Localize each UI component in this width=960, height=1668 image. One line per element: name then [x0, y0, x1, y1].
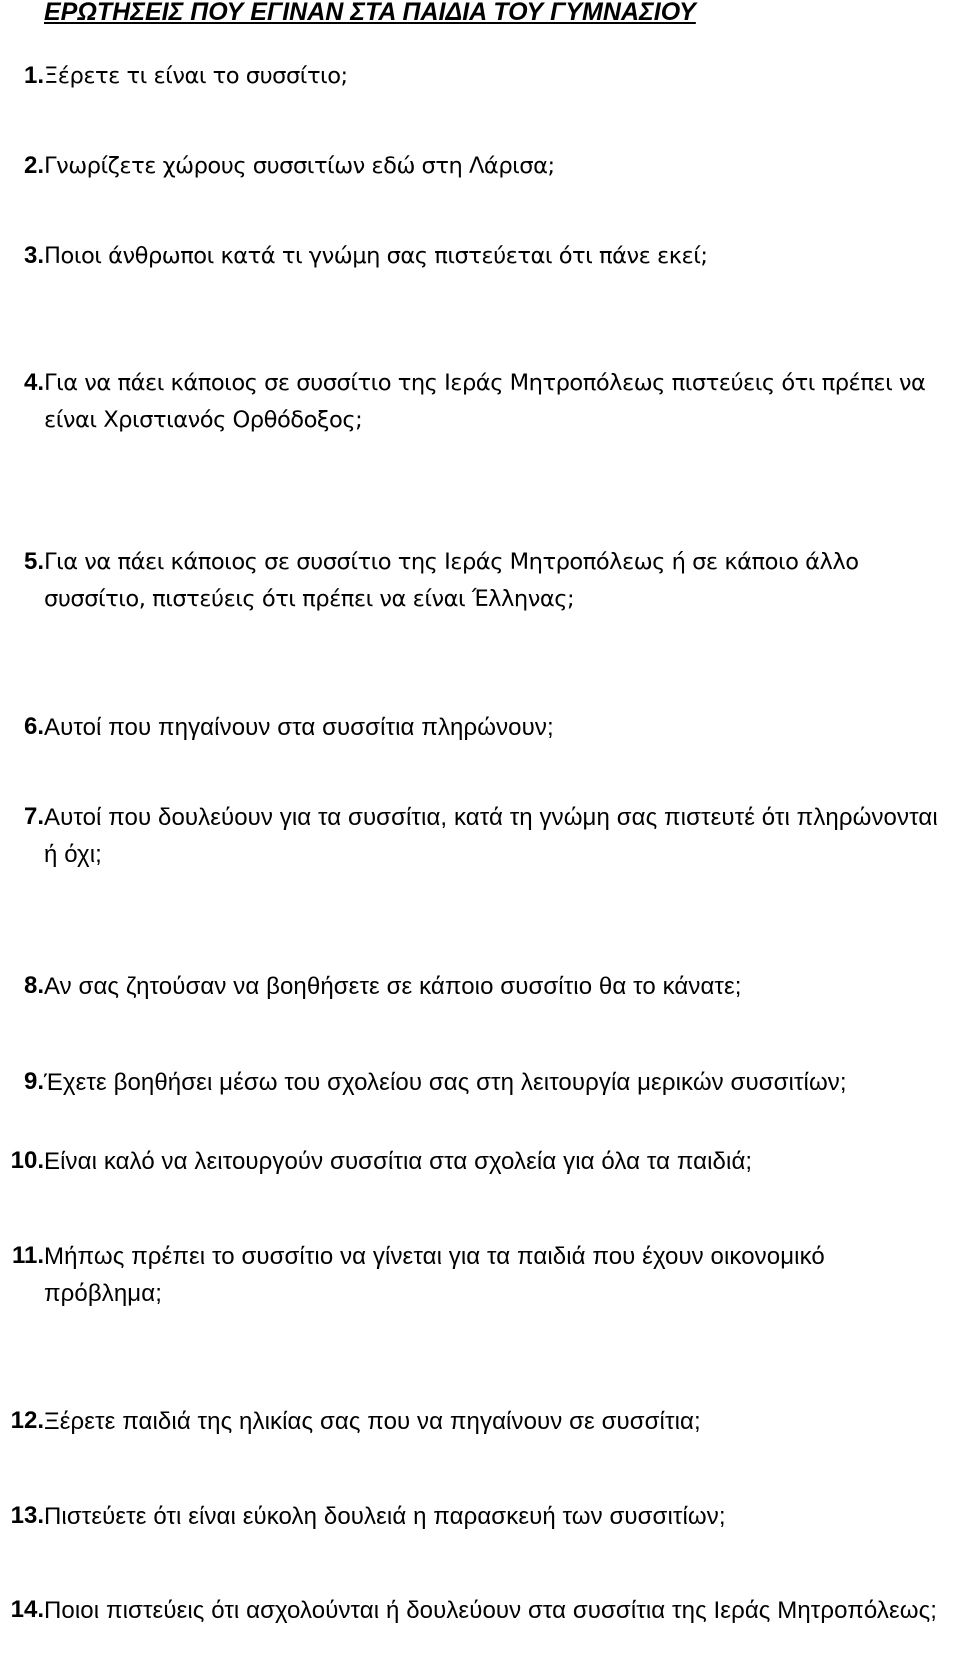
question-number: 14. — [10, 1596, 44, 1623]
question-text: Για να πάει κάποιος σε συσσίτιο της Ιεράς Μητροπόλεως ή σε κάποιο άλλο συσσίτιο, πιστεύεις ότι πρέπει να είναι Έλληνας; — [44, 549, 859, 612]
question-number: 10. — [10, 1147, 44, 1174]
document-title: ΕΡΩΤΗΣΕΙΣ ΠΟΥ ΕΓΙΝΑΝ ΣΤΑ ΠΑΙΔΙΑ ΤΟΥ ΓΥΜΝΑΣΙΟΥ — [44, 0, 696, 26]
question-text: Αυτοί που δουλεύουν για τα συσσίτια, κατά τη γνώμη σας πιστευτέ ότι πληρώνονται ή όχι; — [44, 804, 938, 868]
question-text: Ποιοι άνθρωποι κατά τι γνώμη σας πιστεύεται ότι πάνε εκεί; — [44, 243, 708, 269]
question-number: 1. — [23, 62, 44, 89]
question-number: 9. — [23, 1068, 44, 1095]
question-text: Ξέρετε παιδιά της ηλικίας σας που να πηγαίνουν σε συσσίτια; — [44, 1408, 701, 1435]
question-number: 5. — [23, 548, 44, 575]
question-text: Έχετε βοηθήσει μέσω του σχολείου σας στη λειτουργία μερικών συσσιτίων; — [44, 1069, 847, 1096]
question-number: 13. — [10, 1502, 44, 1529]
question-number: 11. — [11, 1242, 44, 1269]
question-text: Είναι καλό να λειτουργούν συσσίτια στα σχολεία για όλα τα παιδιά; — [44, 1148, 753, 1175]
question-number: 8. — [23, 972, 44, 999]
question-number: 4. — [23, 369, 44, 396]
question-text: Γνωρίζετε χώρους συσσιτίων εδώ στη Λάρισα; — [44, 153, 555, 179]
question-text: Αυτοί που πηγαίνουν στα συσσίτια πληρώνουν; — [44, 714, 554, 741]
question-number: 3. — [23, 242, 44, 269]
question-text: Πιστεύετε ότι είναι εύκολη δουλειά η παρασκευή των συσσιτίων; — [44, 1503, 726, 1530]
question-number: 12. — [10, 1407, 44, 1434]
question-number: 6. — [23, 713, 44, 740]
question-text: Ποιοι πιστεύεις ότι ασχολούνται ή δουλεύουν στα συσσίτια της Ιεράς Μητροπόλεως; — [44, 1597, 938, 1624]
question-number: 2. — [23, 152, 44, 179]
question-text: Ξέρετε τι είναι το συσσίτιο; — [44, 63, 348, 89]
question-text: Μήπως πρέπει το συσσίτιο να γίνεται για τα παιδιά που έχουν οικονομικό πρόβλημα; — [44, 1243, 825, 1307]
question-text: Για να πάει κάποιος σε συσσίτιο της Ιεράς Μητροπόλεως πιστεύεις ότι πρέπει να είναι Χριστιανός Ορθόδοξος; — [44, 370, 926, 433]
question-number: 7. — [23, 803, 44, 830]
question-text: Αν σας ζητούσαν να βοηθήσετε σε κάποιο συσσίτιο θα το κάνατε; — [44, 973, 742, 1000]
